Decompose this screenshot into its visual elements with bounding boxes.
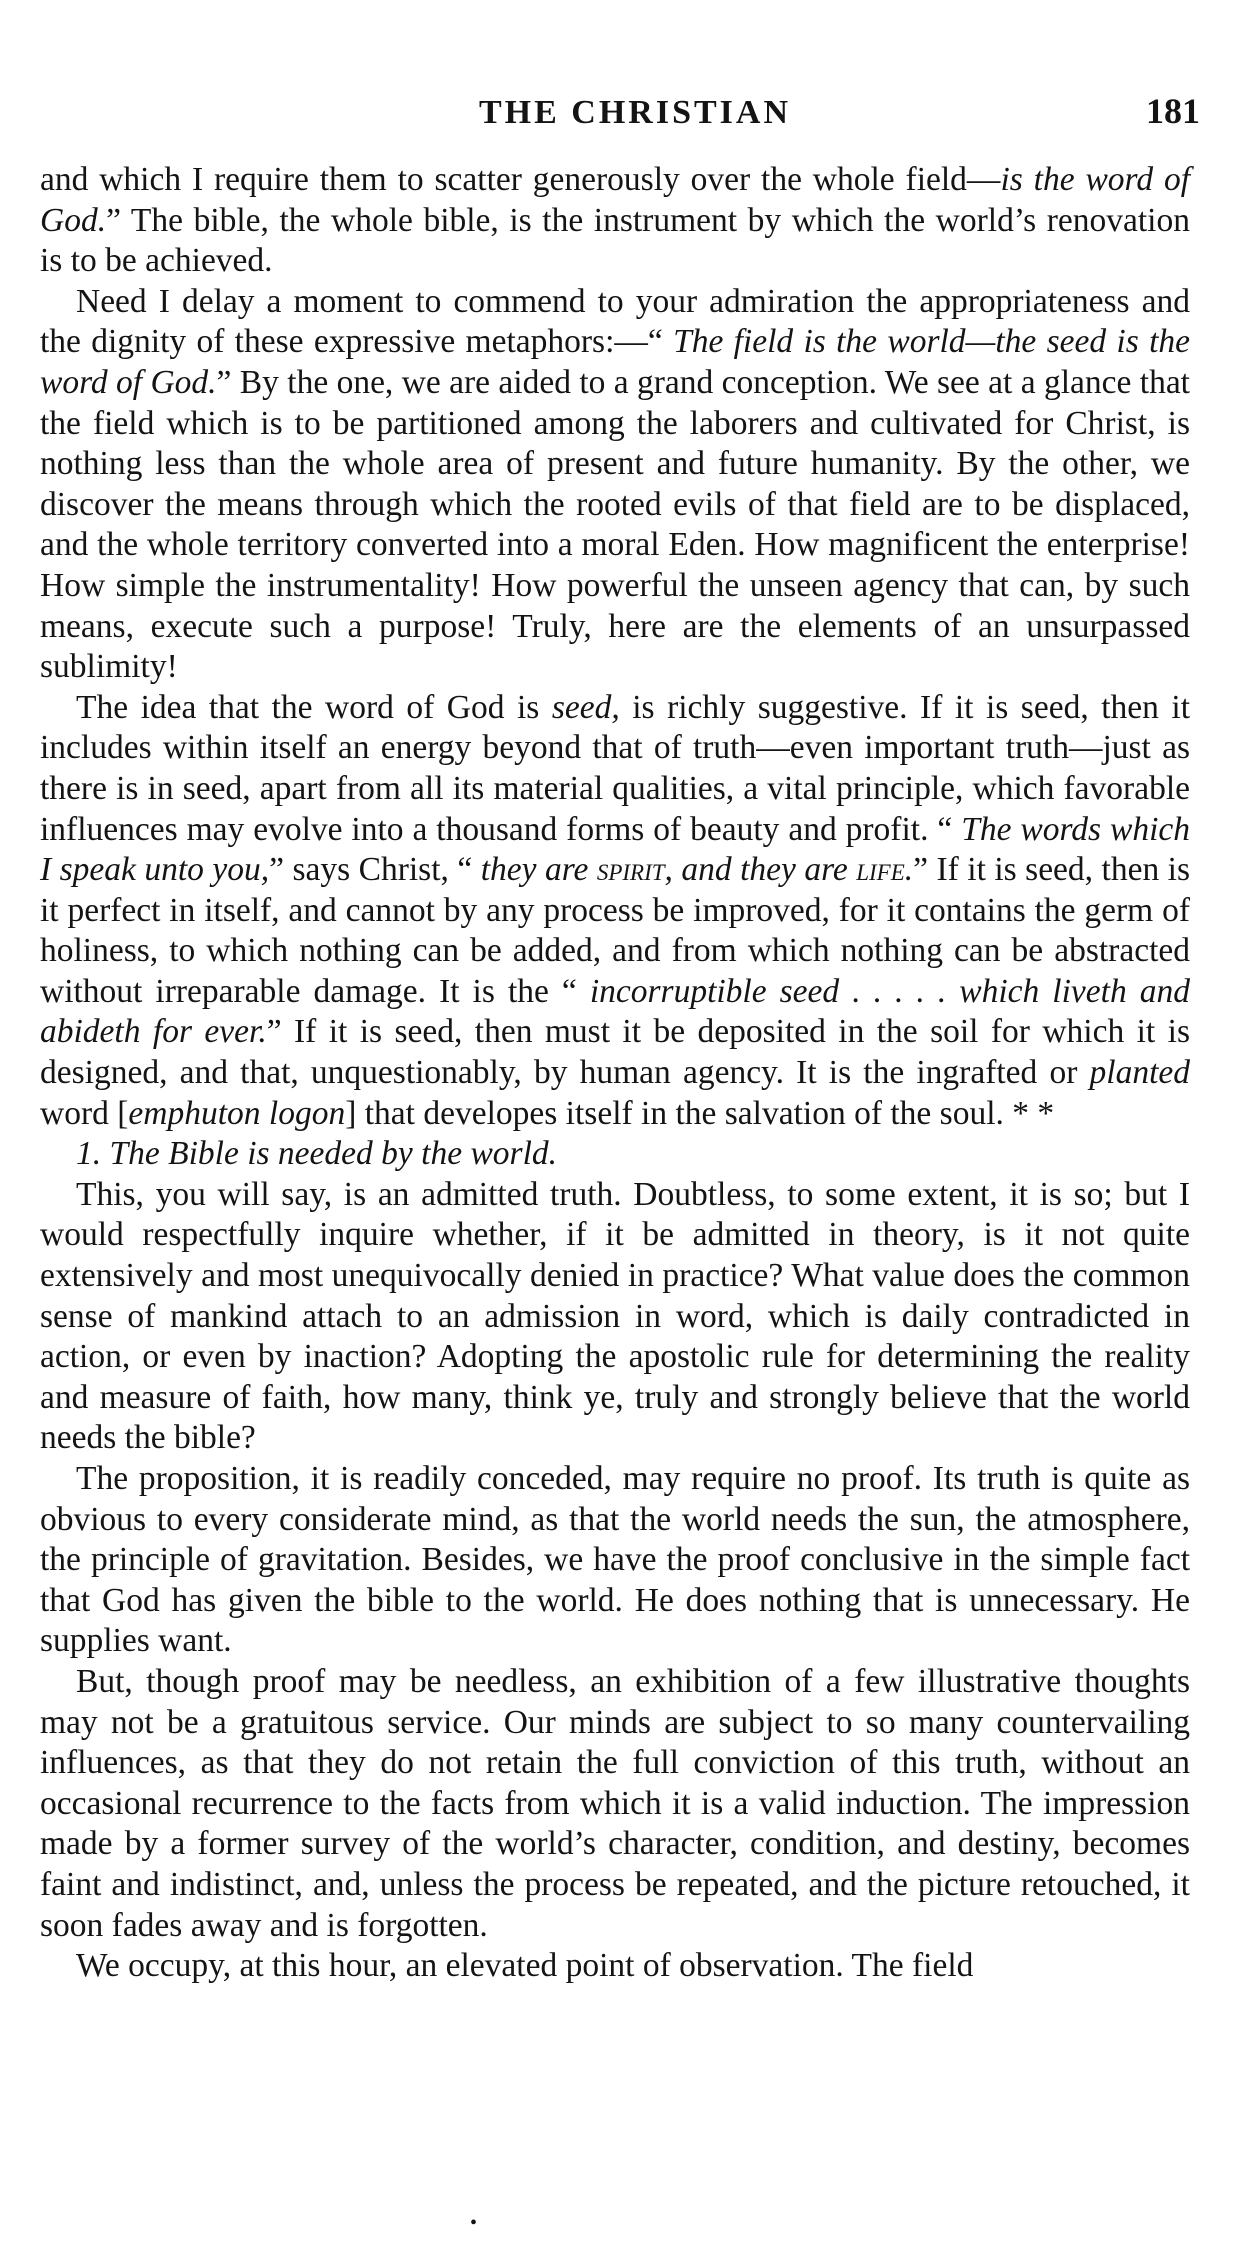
italic-text: incorruptible seed . . . . . which liveth and abideth for ever. — [40, 972, 1190, 1051]
italic-text: emphuton logon — [128, 1094, 346, 1132]
text-run: is richly suggestive. If it is seed, then it includes within itself an energy beyond that of truth—even important truth—just as there is in seed, apart from all its material qualities, a vital principle, which favorable influences may evolve into a thousand forms of beauty and profit. “ — [40, 688, 1191, 848]
running-head — [40, 88, 1200, 138]
paragraph — [40, 282, 1190, 688]
text-run: The idea that the word of God is — [76, 688, 552, 726]
italic-text: and they are — [672, 851, 857, 889]
paragraph — [40, 1946, 1190, 1987]
text-run: The proposition, it is readily conceded, may require no proof. Its truth is quite as obvious to every considerate mind, as that the world needs the sun, the atmosphere, the principle of gravitation. Besides, we have the proof conclusive in the simple fact that God has given the bible to the world. He does nothing that is unnecessary. He supplies want. — [40, 1460, 1190, 1660]
text-run: ” If it is seed, then is it perfect in itself, and cannot by any process be improved, for it contains the germ of holiness, to which nothing can be added, and from which nothing can be abstracted without irreparable damage. It is the “ — [40, 851, 1190, 1010]
italic-text: The field is the world—the seed is the word of God. — [40, 323, 1190, 401]
text-run: word [ — [40, 1094, 129, 1132]
italic-text: they are — [480, 851, 597, 889]
text-run: ” If it is seed, then must it be deposited in the soil for which it is designed, and that, unquestionably, by human agency. It is the ingrafted or — [40, 1013, 1190, 1092]
italic-text: 1. The Bible is needed by the world. — [76, 1135, 558, 1173]
text-run: ] that developes itself in the salvation of the soul. * * — [345, 1094, 1055, 1132]
section-heading — [40, 1134, 1190, 1175]
text-run: This, you will say, is an admitted truth. Doubtless, to some extent, it is so; but I would respectfully inquire whether, if it be admitted in theory, is it not quite extensively and most unequivocally denied in practice? What value does the common sense of mankind attach to an admission in word, which is daily contradicted in action, or even by inaction? Adopting the apostolic rule for determining the reality and measure of faith, how many, think ye, truly and strongly believe that the world needs the bible? — [40, 1175, 1190, 1457]
paragraph — [40, 1662, 1190, 1946]
italic-text: planted — [1089, 1054, 1190, 1092]
italic-text: The words which I speak unto you, — [40, 810, 1190, 889]
text-run: Need I delay a moment to commend to your admiration the appropriateness and the dignity of these expressive metaphors:—“ — [40, 282, 1190, 361]
small-caps-text: spirit, — [596, 851, 673, 889]
text-run: We occupy, at this hour, an elevated point of observation. The field — [76, 1947, 974, 1985]
text-run: But, though proof may be needless, an exhibition of a few illustrative thoughts may not be a gratuitous service. Our minds are subject to so many countervailing influences, as that they do not retain the full conviction of this truth, without an occasional recurrence to the facts from which it is a valid induction. The impression made by a former survey of the world’s character, condition, and destiny, becomes faint and indistinct, and, unless the process be repeated, and the picture retouched, it soon fades away and is forgotten. — [40, 1662, 1190, 1944]
paragraph — [40, 1459, 1190, 1662]
small-caps-text: life. — [856, 851, 914, 889]
footer-mark: • — [470, 2212, 478, 2234]
paragraph — [40, 1175, 1190, 1459]
italic-text: is the word of God. — [40, 161, 1191, 239]
text-run: ” says Christ, “ — [269, 851, 481, 889]
text-run: ” By the one, we are aided to a grand conception. We see at a glance that the field which is to be partitioned among the laborers and cultivated for Christ, is nothing less than the whole area of present and future humanity. By the other, we discover the means through which the rooted evils of that field are to be displaced, and the whole territory converted into a moral Eden. How magnificent the enterprise! How simple the instrumentality! How powerful the unseen agency that can, by such means, execute such a purpose! Truly, here are the elements of an unsurpassed sublimity! — [40, 363, 1190, 686]
italic-text: seed, — [551, 688, 620, 726]
text-run: ” The bible, the whole bible, is the instrument by which the world’s renovation is to be achieved. — [40, 201, 1190, 280]
page-number: 181 — [1146, 91, 1200, 131]
body-text — [40, 160, 1190, 1987]
paragraph — [40, 688, 1190, 1135]
paragraph — [40, 160, 1190, 282]
running-title: THE CHRISTIAN — [478, 94, 791, 131]
text-run: and which I require them to scatter generously over the whole field— — [40, 161, 1001, 198]
